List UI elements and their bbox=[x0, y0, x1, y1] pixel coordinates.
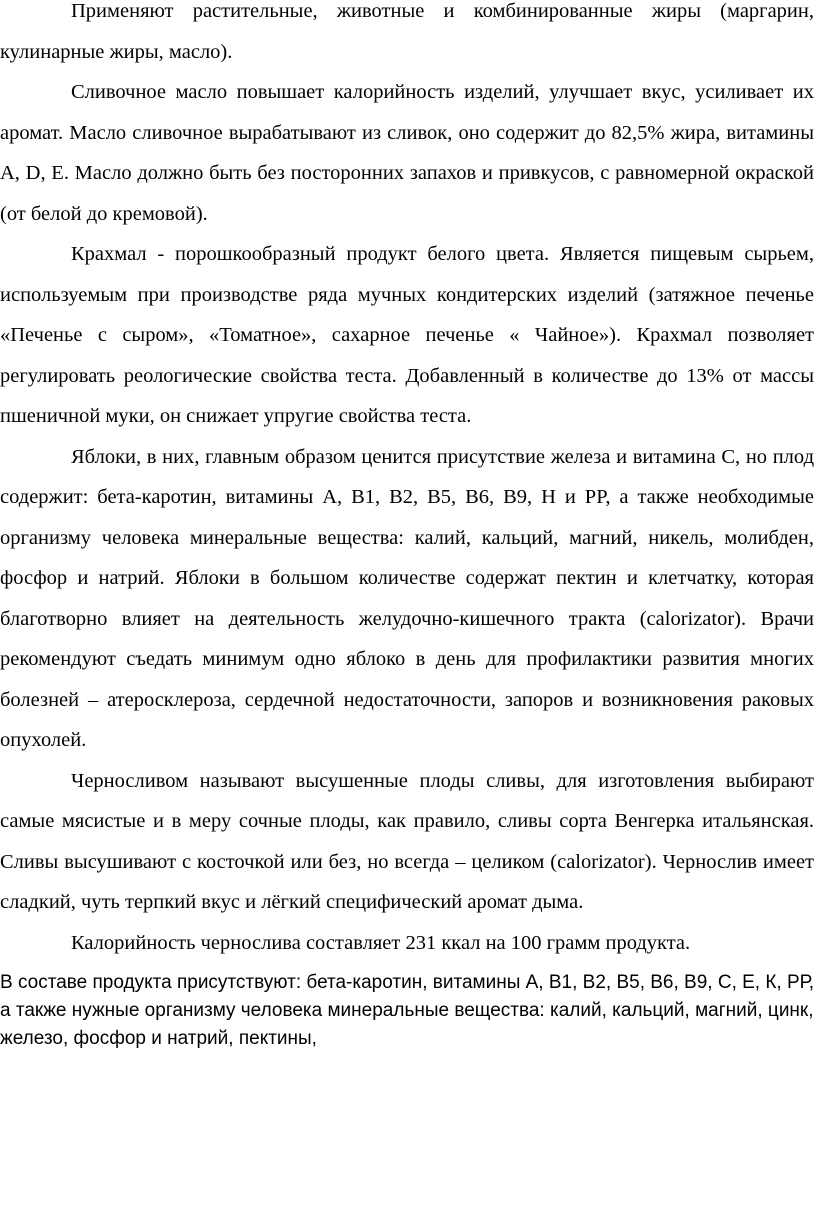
paragraph-butter: Сливочное масло повышает калорийность изделий, улучшает вкус, усиливает их аромат. Масло сливочное вырабатывают из сливок, оно содержит до 82,5% жира, витамины А, D, Е. Масло должно быть без посторонних запахов и привкусов, с равномерной окраской (от белой до кремовой). bbox=[0, 81, 814, 225]
paragraph-starch: Крахмал - порошкообразный продукт белого цвета. Является пищевым сырьем, используемым при производстве ряда мучных кондитерских изделий (затяжное печенье «Печенье с сыром», «Томатное», сахарное печенье « Чайное»). Крахмал позволяет регулировать реологические свойства теста. Добавленный в количестве до 13% от массы пшеничной муки, он снижает упругие свойства теста. bbox=[0, 243, 814, 427]
paragraph-prunes: Черносливом называют высушенные плоды сливы, для изготовления выбирают самые мясистые и в меру сочные плоды, как правило, сливы сорта Венгерка итальянская. Сливы высушивают с косточкой или без, но всегда – целиком (calorizator). Чернослив имеет сладкий, чуть терпкий вкус и лёгкий специфический аромат дыма. bbox=[0, 769, 814, 913]
paragraph-prunes-composition: В составе продукта присутствуют: бета-каротин, витамины А, В1, В2, В5, В6, В9, С, Е, К, РР, а также нужные организму человека минеральные вещества: калий, кальций, магний, цинк, железо, фосфор и натрий, пектины, bbox=[0, 972, 815, 1049]
paragraph-apples: Яблоки, в них, главным образом ценится присутствие железа и витамина С, но плод содержит: бета-каротин, витамины A, B1, B2, B5, B6, B9, H и PP, а также необходимые организму человека минеральные вещества: калий, кальций, магний, никель, молибден, фосфор и натрий. Яблоки в большом количестве содержат пектин и клетчатку, которая благотворно влияет на деятельность желудочно-кишечного тракта (calorizator). Врачи рекомендуют съедать минимум одно яблоко в день для профилактики развития многих болезней – атеросклероза, сердечной недостаточности, запоров и возникновения раковых опухолей. bbox=[0, 445, 814, 751]
paragraph-prunes-calories: Калорийность чернослива составляет 231 ккал на 100 грамм продукта. bbox=[71, 931, 691, 954]
paragraph-fats: Применяют растительные, животные и комбинированные жиры (маргарин, кулинарные жиры, масло). bbox=[0, 0, 814, 63]
